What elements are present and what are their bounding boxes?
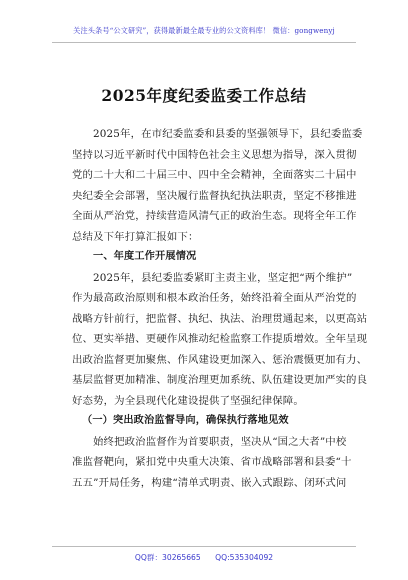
document-title: 2025年度纪委监委工作总结	[101, 86, 307, 105]
footer-divider	[52, 546, 356, 547]
body-line: 央纪委全会部署，坚决履行监督执纪执法职责，坚定不移推进	[72, 189, 357, 202]
section-heading: 一、年度工作开展情况	[93, 251, 197, 262]
body-line: 始终把政治监督作为首要职责，坚决从“国之大者”中校	[93, 435, 347, 448]
header-divider	[52, 42, 356, 43]
body-line: 坚持以习近平新时代中国特色社会主义思想为指导，深入贯彻	[72, 148, 357, 161]
header-promo-note: 关注头条号“公文研究”，获得最新最全最专业的公文资料库！ 微信：gongwenyj	[73, 26, 335, 35]
body-line: 准监督靶向，紧扣党中央重大决策、省市战略部署和县委“十	[72, 456, 352, 468]
body-line: 战略方针前行，把监督、执纪、执法、治理贯通起来，以更高站	[72, 312, 368, 325]
footer-qq: QQ:535304092	[215, 553, 274, 562]
body-line: 五五”开局任务，构建“清单式明责、嵌入式跟踪、闭环式问	[72, 476, 347, 489]
body-line: 基层监督更加精准、制度治理更加系统、队伍建设更加严实的良	[72, 374, 368, 386]
body-line: 2025年，在市纪委监委和县委的坚强领导下，县纪委监委	[93, 128, 363, 140]
footer-qq-group: QQ群：30265665	[134, 553, 201, 562]
body-line: 好态势，为全县现代化建设提供了坚强纪律保障。	[72, 394, 304, 407]
body-line: 作为最高政治原则和根本政治任务，始终沿着全面从严治党的	[72, 292, 357, 304]
footer-contact	[0, 552, 408, 563]
body-line: 党的二十大和二十届三中、四中全会精神，全面落实二十届中	[72, 169, 357, 181]
body-line: 全面从严治党，持续营造风清气正的政治生态。现将全年工作	[72, 210, 357, 222]
body-line: 2025年，县纪委监委紧盯主责主业，坚定把“两个维护”	[93, 271, 353, 284]
document-body	[72, 124, 368, 493]
body-line: 位、更实举措、更硬作风推动纪检监察工作提质增效。全年呈现	[72, 333, 368, 345]
subsection-heading: （一）突出政治监督导向，确保执行落地见效	[82, 415, 289, 426]
body-line: 总结及下年打算汇报如下：	[72, 230, 199, 243]
body-line: 出政治监督更加聚焦、作风建设更加深入、惩治震慑更加有力、	[72, 353, 368, 366]
